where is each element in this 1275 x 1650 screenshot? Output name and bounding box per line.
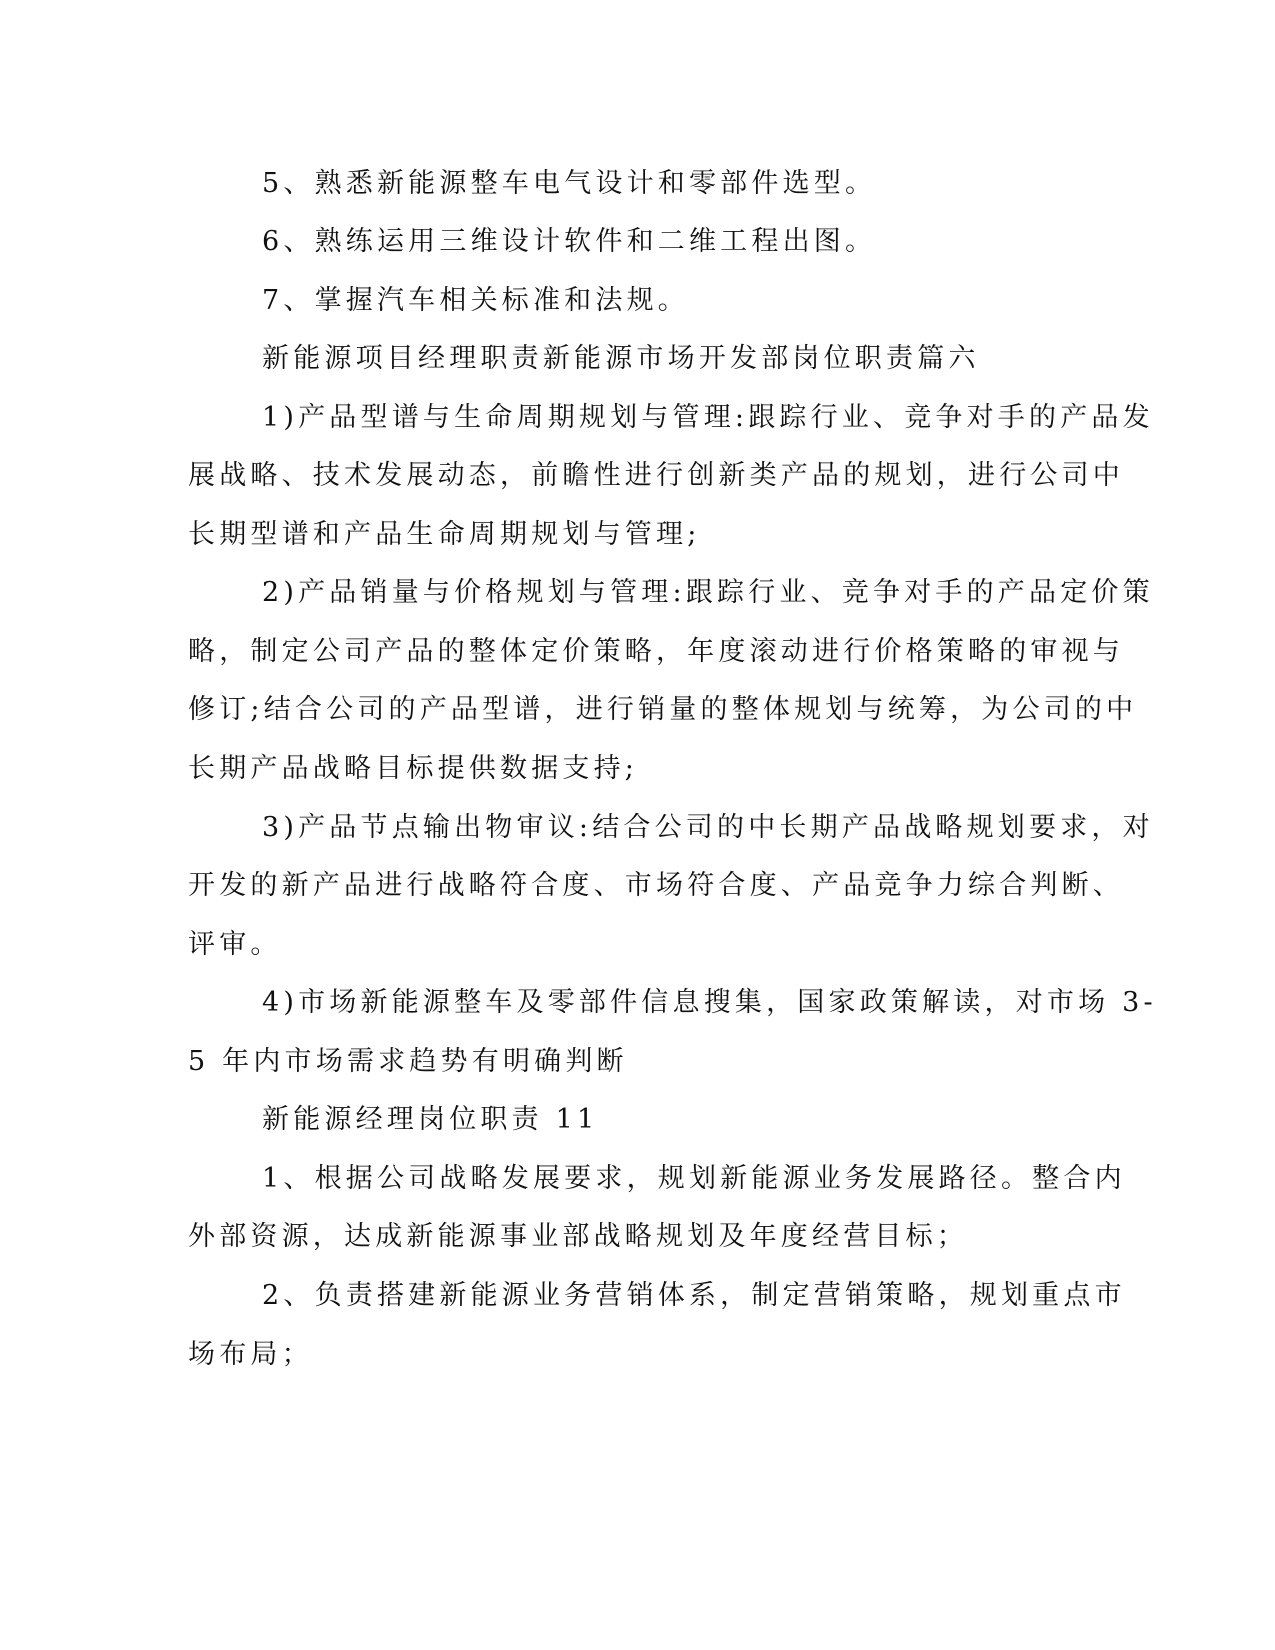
paragraph-line: 展战略、技术发展动态，前瞻性进行创新类产品的规划，进行公司中: [188, 460, 1124, 491]
list-item: 6、熟练运用三维设计软件和二维工程出图。: [262, 226, 877, 257]
paragraph-line: 1、根据公司战略发展要求，规划新能源业务发展路径。整合内: [262, 1163, 1126, 1194]
list-item: 5、熟悉新能源整车电气设计和零部件选型。: [262, 168, 877, 199]
paragraph-line: 1)产品型谱与生命周期规划与管理:跟踪行业、竞争对手的产品发: [262, 402, 1154, 433]
paragraph-line: 外部资源，达成新能源事业部战略规划及年度经营目标；: [188, 1221, 968, 1252]
paragraph-line: 评审。: [188, 929, 282, 960]
paragraph-line: 2)产品销量与价格规划与管理:跟踪行业、竞争对手的产品定价策: [262, 577, 1154, 608]
paragraph-line: 修订;结合公司的产品型谱，进行销量的整体规划与统筹，为公司的中: [188, 694, 1138, 725]
paragraph-line: 2、负责搭建新能源业务营销体系，制定营销策略，规划重点市: [262, 1280, 1126, 1311]
paragraph-line: 长期产品战略目标提供数据支持;: [188, 753, 639, 784]
section-heading: 新能源经理岗位职责 11: [262, 1104, 599, 1135]
list-item: 7、掌握汽车相关标准和法规。: [262, 285, 689, 316]
paragraph-line: 略，制定公司产品的整体定价策略，年度滚动进行价格策略的审视与: [188, 636, 1124, 667]
paragraph-line: 5 年内市场需求趋势有明确判断: [188, 1046, 628, 1077]
paragraph-line: 开发的新产品进行战略符合度、市场符合度、产品竞争力综合判断、: [188, 870, 1124, 901]
paragraph-line: 场布局；: [188, 1339, 313, 1370]
paragraph-line: 3)产品节点输出物审议:结合公司的中长期产品战略规划要求，对: [262, 812, 1154, 843]
paragraph-line: 长期型谱和产品生命周期规划与管理;: [188, 519, 701, 550]
paragraph-line: 4)市场新能源整车及零部件信息搜集，国家政策解读，对市场 3-: [262, 987, 1157, 1018]
section-heading: 新能源项目经理职责新能源市场开发部岗位职责篇六: [262, 343, 980, 374]
